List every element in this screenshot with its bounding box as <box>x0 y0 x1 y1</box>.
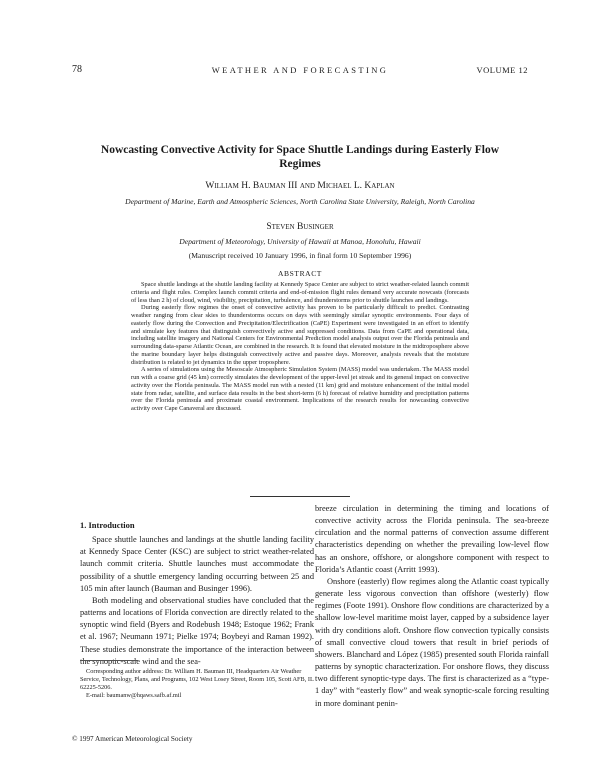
right-column <box>315 503 549 710</box>
journal-name: WEATHER AND FORECASTING <box>211 65 389 75</box>
footnote-email: E-mail: baumanw@hqaws.safb.af.mil <box>86 692 182 699</box>
page-number: 78 <box>72 64 82 75</box>
volume-label: VOLUME 12 <box>476 65 528 75</box>
abstract-paragraph: During easterly flow regimes the onset of convective activity has proven to be particularly difficult to predict. Contrasting weather ranging from clear skies to thunderstorms occurs on days with seemingly similar synoptic environments. Four days of easterly flow during the Convection and Precipitation/Electrification (CaPE) Experiment were investigated in an effort to identify and simulate key features that distinguish convectively active and suppressed conditions. Data from CaPE and operational data, including satellite imagery and National Centers for Environmental Prediction model analysis output over the Florida peninsula and surrounding data-sparse Atlantic Ocean, are combined in the research. It is found that elevated moisture in the midtroposphere above the marine boundary layer helps distinguish convectively active and passive days. Moreover, analysis reveals that the moisture distribution is related to jet dynamics in the upper troposphere. <box>131 304 469 366</box>
abstract-heading: ABSTRACT <box>278 269 322 278</box>
footnote <box>80 668 314 700</box>
body-paragraph: Both modeling and observational studies have concluded that the patterns and locations of Florida convection are directly related to the synoptic wind field (Byers and Rodebush 1948; Estoque 1962; Frank et al. 1967; Neumann 1971; Pielke 1974; Boybeyi and Raman 1992). These studies demonstrate the importance of the interaction between the synoptic-scale wind and the sea- <box>80 595 314 666</box>
body-paragraph: breeze circulation in determining the timing and locations of convective activity across the Florida peninsula. The sea-breeze circulation and the normal patterns of convection assume different characteristics depending on whether the prevailing low-level flow has an onshore, offshore, or alongshore component with respect to Florida’s Atlantic coast (Arritt 1993). <box>315 504 549 574</box>
body-paragraph: Onshore (easterly) flow regimes along the Atlantic coast typically generate less vigorous convection than offshore (westerly) flow regimes (Foote 1991). Onshore flow conditions are characterized by a shallow low-level maritime moist layer, capped by a subsidence layer with dry conditions aloft. Onshore flow convection typically consists of small convective cloud towers that result in brief periods of showers. Blanchard and López (1985) presented south Florida rainfall patterns by synoptic characterization. For onshore flows, they discuss two different synoptic-type days. The first is characterized as a “type-1 day” with “easterly flow” and weak synoptic-scale forcing resulting in more dominant penin- <box>315 576 549 708</box>
affiliation-secondary: Department of Meteorology, University of Hawaii at Manoa, Honolulu, Hawaii <box>179 237 421 246</box>
abstract-paragraph: A series of simulations using the Mesoscale Atmospheric Simulation System (MASS) model was undertaken. The MASS model run with a coarse grid (45 km) correctly simulates the development of the upper-level jet streak and its general impact on convective activity over the Florida peninsula. The MASS model run with a nested (11 km) grid and moisture enhancement of the initial model state from radar, satellite, and surface data results in the best short-term (6 h) forecast of relative humidity and precipitation patterns over the Florida peninsula and proximate coastal environment. Implications of the research results for nowcasting convective activity over Cape Canaveral are discussed. <box>131 366 469 412</box>
section-divider <box>250 496 350 497</box>
affiliation-primary: Department of Marine, Earth and Atmospheric Sciences, North Carolina State University, Raleigh, North Carolina <box>125 197 475 206</box>
abstract-body <box>131 281 469 413</box>
abstract-paragraph: Space shuttle landings at the shuttle landing facility at Kennedy Space Center are subject to strict weather-related launch commit criteria and flight rules. Complex launch commit criteria and end-of-mission flight rules demand very accurate nowcasts (forecasts of less than 2 h) of cloud, wind, visibility, precipitation, turbulence, and thunderstorms prior to shuttle launches and landings. <box>131 281 469 304</box>
article-title: Nowcasting Convective Activity for Space Shuttle Landings during Easterly Flow Regimes <box>100 144 500 170</box>
authors-secondary: Steven Businger <box>266 222 334 232</box>
section-heading: 1. Introduction <box>80 520 135 530</box>
body-paragraph: Space shuttle launches and landings at the shuttle landing facility at Kennedy Space Center (KSC) are subject to strict weather-related launch commit criteria. Shuttle launches must accommodate the possibility of a shuttle emergency landing occurring between 25 and 105 min after launch (Bauman and Businger 1996). <box>80 535 314 593</box>
authors-primary: William H. Bauman III and Michael L. Kaplan <box>205 181 395 191</box>
footnote-address: Corresponding author address: Dr. William H. Bauman III, Headquarters Air Weather Service, Technology, Plans, and Programs, 102 West Losey Street, Room 105, Scott AFB, IL 62225-5206. <box>80 668 314 691</box>
manuscript-dates: (Manuscript received 10 January 1996, in final form 10 September 1996) <box>188 251 412 260</box>
copyright-notice: © 1997 American Meteorological Society <box>72 735 193 743</box>
left-column <box>80 519 314 668</box>
footnote-rule <box>80 660 138 661</box>
